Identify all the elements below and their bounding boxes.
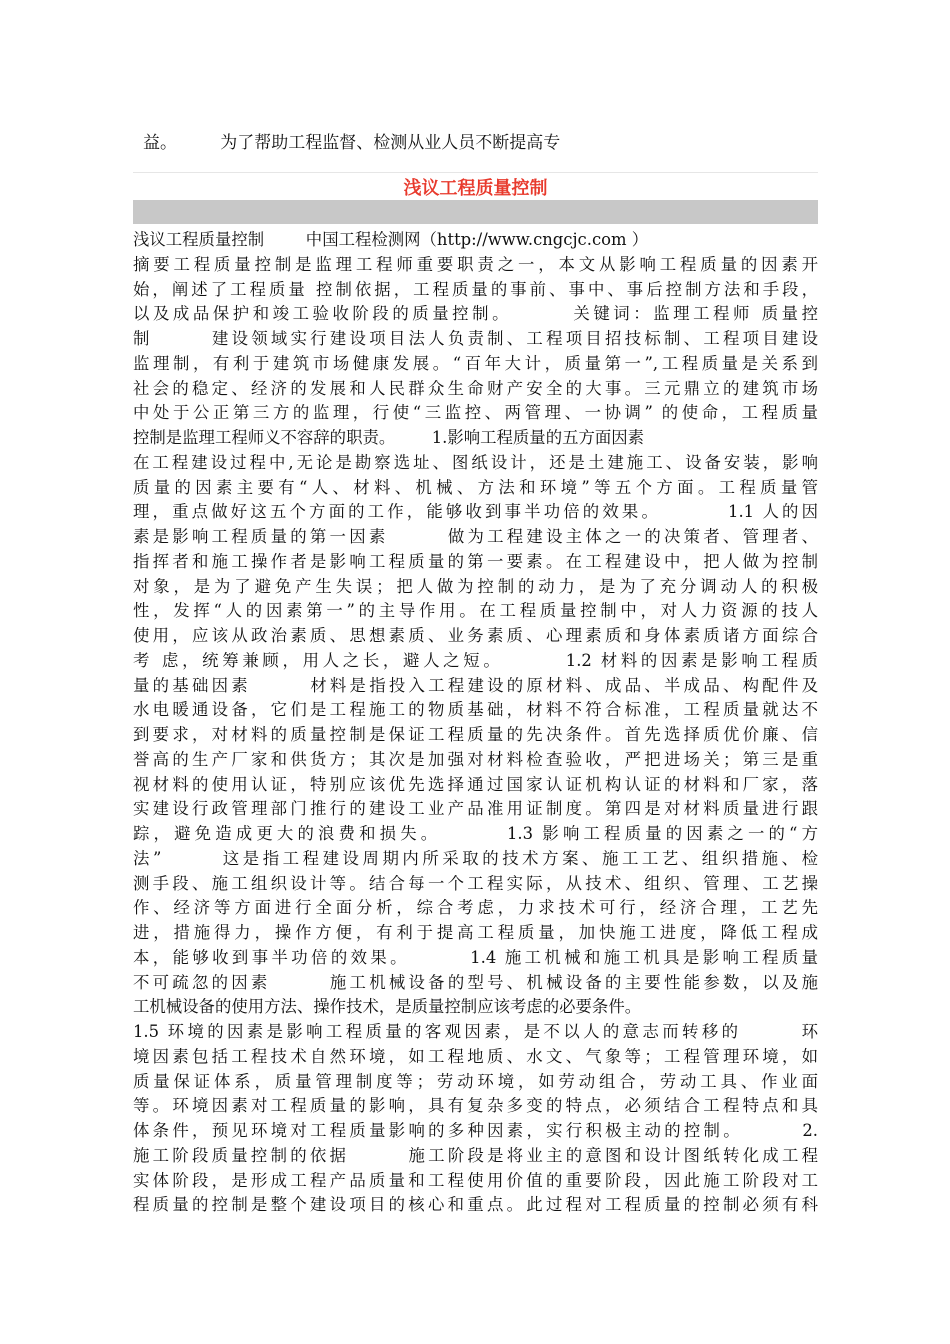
text-line: 等。环境因素对工程质量的影响，具有复杂多变的特点，必须结合工程特点和具	[133, 1096, 818, 1116]
top-text-line: 益。 为了帮助工程监督、检测从业人员不断提高专	[143, 133, 561, 153]
text-line: 视材料的使用认证，特别应该优先选择通过国家认证机构认证的材料和厂家，落	[133, 774, 818, 794]
article-title: 浅议工程质量控制	[133, 172, 818, 201]
text-line: 中处于公正第三方的监理，行使“三监控、两管理、一协调” 的使命，工程质量	[133, 403, 818, 423]
text-line: 素是影响工程质量的第一因素 做为工程建设主体之一的决策者、管理者、	[133, 527, 818, 546]
text-line: 摘要工程质量控制是监理工程师重要职责之一，本文从影响工程质量的因素开	[133, 254, 818, 274]
text-line: 本，能够收到事半功倍的效果。 1.4 施工机械和施工机具是影响工程质量	[133, 947, 818, 967]
text-line: 浅议工程质量控制 中国工程检测网（http://www.cngcjc.com ）	[133, 230, 649, 249]
text-line: 进，措施得力，操作方便，有利于提高工程质量，加快施工进度，降低工程成	[133, 923, 818, 942]
text-line: 性，发挥“人的因素第一”的主导作用。在工程质量控制中，对人力资源的技人	[133, 601, 818, 621]
text-line: 监理制，有利于建筑市场健康发展。“百年大计，质量第一”,工程质量是关系到	[133, 353, 818, 373]
text-line: 质量的因素主要有“人、材料、机械、方法和环境”等五个方面。工程质量管	[133, 477, 818, 497]
text-line: 水电暖通设备，它们是工程施工的物质基础，材料不符合标准，工程质量就达不	[133, 700, 818, 720]
text-line: 踪，避免造成更大的浪费和损失。 1.3 影响工程质量的因素之一的“方	[133, 824, 818, 843]
text-line: 制 建设领域实行建设项目法人负责制、工程项目招技标制、工程项目建设	[133, 329, 818, 348]
text-line: 施工阶段质量控制的依据 施工阶段是将业主的意图和设计图纸转化成工程	[133, 1145, 818, 1165]
text-line: 质量保证体系，质量管理制度等；劳动环境，如劳动组合，劳动工具、作业面	[133, 1071, 818, 1091]
text-line: 考 虑，统筹兼顾，用人之长，避人之短。 1.2 材料的因素是影响工程质	[133, 650, 818, 670]
text-line: 始，阐述了工程质量 控制依据，工程质量的事前、事中、事后控制方法和手段，	[133, 279, 818, 299]
text-line: 实建设行政管理部门推行的建设工业产品准用证制度。第四是对材料质量进行跟	[133, 799, 818, 819]
text-line: 使用，应该从政治素质、思想素质、业务素质、心理素质和身体素质诸方面综合	[133, 626, 818, 645]
text-line: 量的基础因素 材料是指投入工程建设的原材料、成品、半成品、构配件及	[133, 675, 818, 695]
text-line: 到要求，对材料的质量控制是保证工程质量的先决条件。首先选择质优价廉、信	[133, 725, 818, 744]
text-line: 理，重点做好这五个方面的工作，能够收到事半功倍的效果。 1.1 人的因	[133, 502, 818, 522]
text-line: 测手段、施工组织设计等。结合每一个工程实际，从技术、组织、管理、工艺操	[133, 873, 818, 893]
text-line: 在工程建设过程中,无论是勘察选址、图纸设计，还是土建施工、设备安装，影响	[133, 452, 818, 472]
title-divider-bar	[133, 200, 818, 224]
text-line: 誉高的生产厂家和供货方；其次是加强对材料检查验收，严把进场关；第三是重	[133, 749, 818, 769]
text-line: 境因素包括工程技术自然环境，如工程地质、水文、气象等；工程管理环境，如	[133, 1046, 818, 1066]
text-line: 法” 这是指工程建设周期内所采取的技术方案、施工工艺、组织措施、检	[133, 848, 818, 868]
text-line: 不可疏忽的因素 施工机械设备的型号、机械设备的主要性能参数，以及施	[133, 972, 818, 992]
text-line: 社会的稳定、经济的发展和人民群众生命财产安全的大事。三元鼎立的建筑市场	[133, 378, 818, 398]
text-line: 1.5 环境的因素是影响工程质量的客观因素，是不以人的意志而转移的 环	[133, 1022, 818, 1041]
text-line: 控制是监理工程师义不容辞的职责。 1.影响工程质量的五方面因素	[133, 428, 645, 447]
text-line: 作、经济等方面进行全面分析，综合考虑，力求技术可行，经济合理，工艺先	[133, 898, 818, 918]
article-body	[133, 228, 818, 1218]
text-line: 对象，是为了避免产生失误；把人做为控制的动力，是为了充分调动人的积极	[133, 576, 818, 596]
text-line: 以及成品保护和竣工验收阶段的质量控制。 关键词：监理工程师 质量控	[133, 304, 818, 324]
text-line: 实体阶段，是形成工程产品质量和工程使用价值的重要阶段，因此施工阶段对工	[133, 1170, 818, 1190]
text-line: 程质量的控制是整个建设项目的核心和重点。此过程对工程质量的控制必须有科	[133, 1195, 818, 1215]
text-line: 指挥者和施工操作者是影响工程质量的第一要素。在工程建设中，把人做为控制	[133, 551, 818, 571]
text-line: 工机械设备的使用方法、操作技术，是质量控制应该考虑的必要条件。	[133, 997, 642, 1017]
text-line: 体条件，预见环境对工程质量影响的多种因素，实行积极主动的控制。 2.	[133, 1121, 818, 1140]
